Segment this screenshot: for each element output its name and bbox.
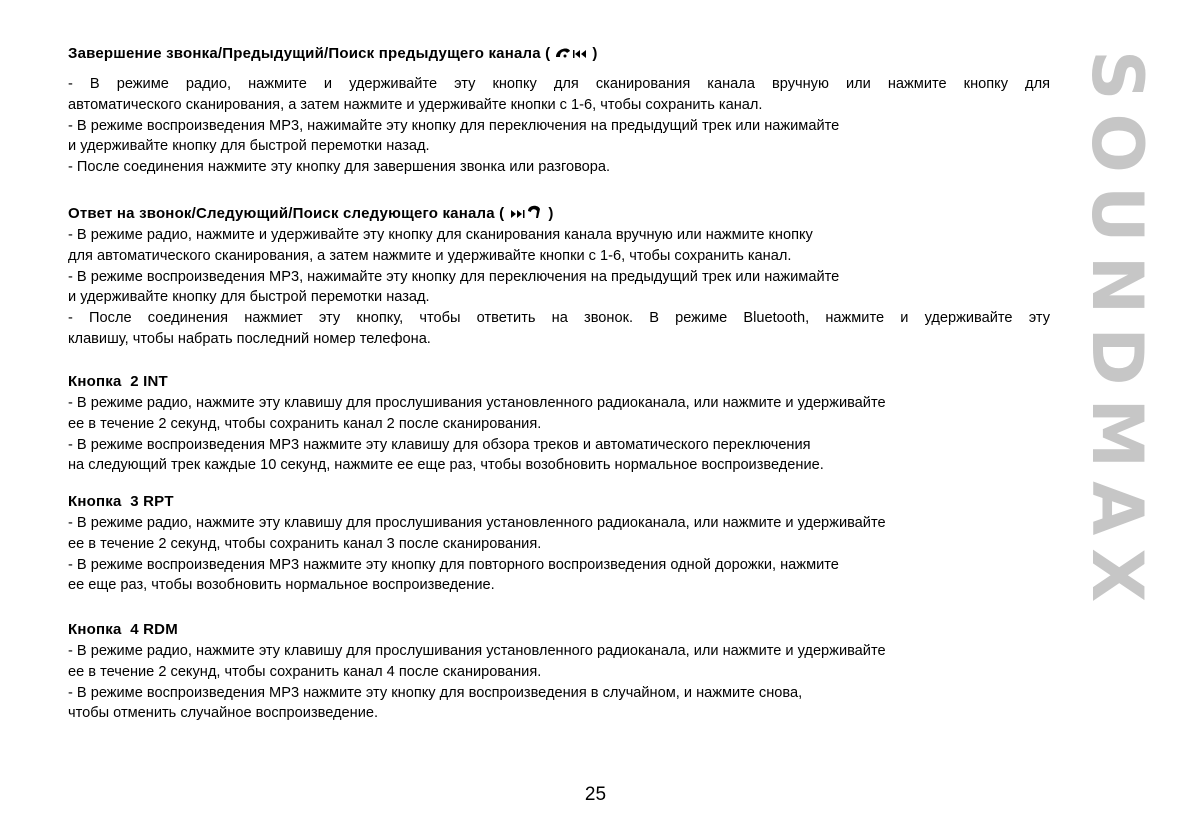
heading-text: ) — [548, 204, 554, 222]
paragraph-line: ее еще раз, чтобы возобновить нормальное воспроизведение. — [68, 577, 495, 594]
section-button-2-int — [68, 369, 1050, 476]
paragraph-line: - В режиме радио, нажмите эту клавишу для прослушивания установленного радиоканала, или нажмите и удерживайте — [68, 643, 886, 659]
next-answer-icon — [508, 204, 544, 222]
section-heading — [68, 41, 1050, 65]
page-number: 25 — [584, 784, 607, 805]
paragraph-line: - В режиме воспроизведения MP3, нажимайте эту кнопку для переключения на предыдущий трек или нажимайте — [68, 117, 840, 134]
paragraph-line: - В режиме воспроизведения MP3 нажмите эту клавишу для обзора треков и автоматического переключения — [68, 436, 811, 453]
section-heading: Кнопка 2 INT — [68, 372, 168, 390]
paragraph-line: - В режиме воспроизведения MP3 нажмите эту кнопку для воспроизведения в случайном, и нажмите снова, — [68, 684, 803, 701]
paragraph-line: ее в течение 2 секунд, чтобы сохранить канал 4 после сканирования. — [68, 663, 542, 680]
paragraph-line: на следующий трек каждые 10 секунд, нажмите ее еще раз, чтобы возобновить нормальное воспроизведение. — [68, 457, 824, 474]
paragraph-line: - В режиме воспроизведения MP3 нажмите эту кнопку для повторного воспроизведения одной дорожки, нажмите — [68, 556, 839, 573]
paragraph-line: - В режиме радио, нажмите эту клавишу для прослушивания установленного радиоканала, или нажмите и удерживайте — [68, 395, 886, 411]
section-hangup-previous — [68, 41, 1050, 178]
section-heading: Кнопка 4 RDM — [68, 620, 178, 638]
paragraph-line: - В режиме воспроизведения MP3, нажимайте эту кнопку для переключения на предыдущий трек или нажимайте — [68, 268, 840, 285]
paragraph-line: - В режиме радио, нажмите и удерживайте эту кнопку для сканирования канала вручную или нажмите кнопку для — [68, 76, 1050, 92]
paragraph-line: ее в течение 2 секунд, чтобы сохранить канал 3 после сканирования. — [68, 535, 542, 552]
paragraph-line: - В режиме радио, нажмите эту клавишу для прослушивания установленного радиоканала, или нажмите и удерживайте — [68, 515, 886, 531]
paragraph-line: и удерживайте кнопку для быстрой перемотки назад. — [68, 138, 430, 155]
paragraph-line: клавишу, чтобы набрать последний номер телефона. — [68, 330, 431, 347]
paragraph-line: ее в течение 2 секунд, чтобы сохранить канал 2 после сканирования. — [68, 415, 542, 432]
section-button-3-rpt — [68, 489, 1050, 596]
paragraph-line: для автоматического сканирования, а затем нажмите и удерживайте кнопки с 1-6, чтобы сохранить канал. — [68, 247, 792, 264]
heading-text: Завершение звонка/Предыдущий/Поиск предыдущего канала ( — [68, 44, 551, 62]
paragraph-line: - В режиме радио, нажмите и удерживайте эту кнопку для сканирования канала вручную или нажмите кнопку — [68, 227, 813, 243]
section-heading — [68, 201, 1050, 225]
paragraph-line: чтобы отменить случайное воспроизведение. — [68, 705, 379, 722]
section-heading: Кнопка 3 RPT — [68, 492, 174, 510]
heading-text: Ответ на звонок/Следующий/Поиск следующего канала ( — [68, 204, 505, 222]
hangup-previous-icon — [554, 45, 588, 61]
paragraph-line: - После соединения нажмиет эту кнопку, чтобы ответить на звонок. В режиме Bluetooth, нажмите и удерживайте эту — [68, 310, 1050, 327]
heading-text: ) — [592, 44, 598, 62]
paragraph-line: - После соединения нажмите эту кнопку для завершения звонка или разговора. — [68, 159, 611, 176]
paragraph-line: автоматического сканирования, а затем нажмите и удерживайте кнопки с 1-6, чтобы сохранить канал. — [68, 96, 763, 113]
paragraph-line: и удерживайте кнопку для быстрой перемотки назад. — [68, 289, 430, 306]
brand-logo: SOUNDMAX — [1076, 50, 1158, 616]
section-button-4-rdm — [68, 617, 1050, 724]
section-answer-next — [68, 201, 1050, 350]
